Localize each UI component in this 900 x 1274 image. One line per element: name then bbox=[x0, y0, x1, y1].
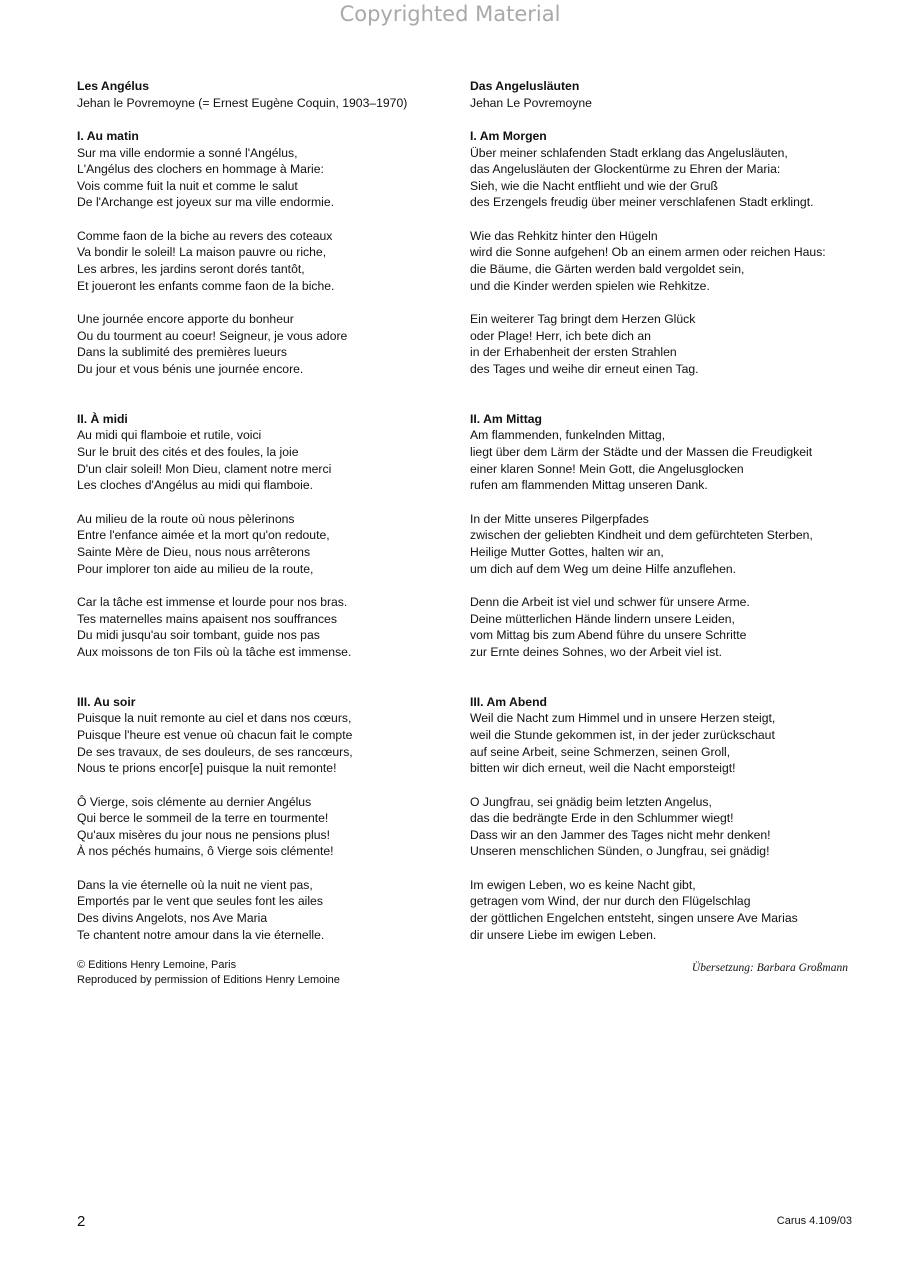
poem-line: Te chantent notre amour dans la vie éternelle. bbox=[77, 927, 325, 942]
poem-line: zwischen der geliebten Kindheit und dem gefürchteten Sterben, bbox=[470, 528, 813, 543]
copyright-line-1: © Editions Henry Lemoine, Paris bbox=[77, 959, 237, 971]
poem-line: Ou du tourment au coeur! Seigneur, je vous adore bbox=[77, 328, 348, 343]
spacer bbox=[77, 294, 457, 311]
poem-line: Nous te prions encor[e] puisque la nuit remonte! bbox=[77, 761, 337, 776]
poem-line: Über meiner schlafenden Stadt erklang das Angelusläuten, bbox=[470, 145, 788, 160]
poem-line: vom Mittag bis zum Abend führe du unsere Schritte bbox=[470, 628, 747, 643]
spacer bbox=[470, 394, 865, 411]
spacer bbox=[77, 211, 457, 228]
page-number: 2 bbox=[77, 1213, 86, 1230]
spacer bbox=[470, 294, 865, 311]
poem-author: Jehan Le Povremoyne bbox=[470, 95, 592, 110]
poem-line: dir unsere Liebe im ewigen Leben. bbox=[470, 927, 657, 942]
poem-line: Une journée encore apporte du bonheur bbox=[77, 311, 294, 326]
section-heading: I. Au matin bbox=[77, 128, 139, 143]
poem-line: zur Ernte deines Sohnes, wo der Arbeit viel ist. bbox=[470, 644, 723, 659]
poem-line: und die Kinder werden spielen wie Rehkitze. bbox=[470, 278, 710, 293]
section-heading: III. Au soir bbox=[77, 694, 136, 709]
section-heading: II. Am Mittag bbox=[470, 411, 542, 426]
poem-line: der göttlichen Engelchen entsteht, singen unsere Ave Marias bbox=[470, 911, 798, 926]
poem-line: Et joueront les enfants comme faon de la biche. bbox=[77, 278, 335, 293]
poem-line: liegt über dem Lärm der Städte und der Massen die Freudigkeit bbox=[470, 445, 813, 460]
poem-line: D'un clair soleil! Mon Dieu, clament notre merci bbox=[77, 461, 332, 476]
poem-line: Unseren menschlichen Sünden, o Jungfrau, sei gnädig! bbox=[470, 844, 770, 859]
poem-line: oder Plage! Herr, ich bete dich an bbox=[470, 328, 651, 343]
spacer bbox=[77, 394, 457, 411]
poem-line: Deine mütterlichen Hände lindern unsere Leiden, bbox=[470, 611, 735, 626]
poem-line: das Angelusläuten der Glockentürme zu Ehren der Maria: bbox=[470, 162, 781, 177]
poem-line: Au milieu de la route où nous pèlerinons bbox=[77, 511, 295, 526]
poem-line: bitten wir dich erneut, weil die Nacht emporsteigt! bbox=[470, 761, 736, 776]
spacer bbox=[77, 677, 457, 694]
section-heading: III. Am Abend bbox=[470, 694, 547, 709]
poem-line: Les cloches d'Angélus au midi qui flamboie. bbox=[77, 478, 314, 493]
poem-line: weil die Stunde gekommen ist, in der jeder zurückschaut bbox=[470, 727, 775, 742]
poem-line: L'Angélus des clochers en hommage à Marie: bbox=[77, 162, 324, 177]
poem-line: Im ewigen Leben, wo es keine Nacht gibt, bbox=[470, 877, 696, 892]
poem-line: Am flammenden, funkelnden Mittag, bbox=[470, 428, 666, 443]
poem-author: Jehan le Povremoyne (= Ernest Eugène Coquin, 1903–1970) bbox=[77, 95, 408, 110]
spacer bbox=[77, 378, 457, 395]
poem-line: Va bondir le soleil! La maison pauvre ou riche, bbox=[77, 245, 327, 260]
poem-line: Weil die Nacht zum Himmel und in unsere Herzen steigt, bbox=[470, 711, 776, 726]
poem-line: De l'Archange est joyeux sur ma ville endormie. bbox=[77, 195, 335, 210]
poem-line: des Tages und weihe dir erneut einen Tag. bbox=[470, 361, 699, 376]
poem-line: Sainte Mère de Dieu, nous nous arrêterons bbox=[77, 544, 311, 559]
poem-line: Dans la sublimité des premières lueurs bbox=[77, 345, 287, 360]
poem-line: Qu'aux misères du jour nous ne pensions plus! bbox=[77, 827, 330, 842]
poem-line: Ô Vierge, sois clémente au dernier Angélus bbox=[77, 794, 312, 809]
poem-line: O Jungfrau, sei gnädig beim letzten Angelus, bbox=[470, 794, 712, 809]
poem-title: Das Angelusläuten bbox=[470, 79, 580, 93]
poem-line: in der Erhabenheit der ersten Strahlen bbox=[470, 345, 677, 360]
catalog-number: Carus 4.109/03 bbox=[776, 1215, 852, 1227]
poem-line: auf seine Arbeit, seine Schmerzen, seinen Groll, bbox=[470, 744, 731, 759]
poem-line: getragen vom Wind, der nur durch den Flügelschlag bbox=[470, 894, 751, 909]
section-heading: I. Am Morgen bbox=[470, 128, 547, 143]
poem-line: Aux moissons de ton Fils où la tâche est immense. bbox=[77, 644, 352, 659]
poem-line: Emportés par le vent que seules font les ailes bbox=[77, 894, 323, 909]
poem-line: Entre l'enfance aimée et la mort qu'on redoute, bbox=[77, 528, 330, 543]
poem-line: wird die Sonne aufgehen! Ob an einem armen oder reichen Haus: bbox=[470, 245, 826, 260]
copyright-line-2: Reproduced by permission of Editions Henry Lemoine bbox=[77, 974, 340, 986]
spacer bbox=[77, 860, 457, 877]
spacer bbox=[77, 577, 457, 594]
poem-line: Tes maternelles mains apaisent nos souffrances bbox=[77, 611, 337, 626]
spacer bbox=[470, 777, 865, 794]
poem-line: um dich auf dem Weg um deine Hilfe anzuflehen. bbox=[470, 561, 737, 576]
poem-line: Puisque la nuit remonte au ciel et dans nos cœurs, bbox=[77, 711, 352, 726]
poem-line: Vois comme fuit la nuit et comme le salut bbox=[77, 178, 298, 193]
poem-line: Qui berce le sommeil de la terre en tourmente! bbox=[77, 811, 329, 826]
poem-line: einer klaren Sonne! Mein Gott, die Angelusglocken bbox=[470, 461, 744, 476]
poem-line: Du midi jusqu'au soir tombant, guide nos pas bbox=[77, 628, 320, 643]
copyright-notice bbox=[77, 958, 340, 988]
poem-line: die Bäume, die Gärten werden bald vergoldet sein, bbox=[470, 262, 745, 277]
spacer bbox=[77, 777, 457, 794]
spacer bbox=[77, 494, 457, 511]
poem-line: In der Mitte unseres Pilgerpfades bbox=[470, 511, 649, 526]
poem-line: Sur ma ville endormie a sonné l'Angélus, bbox=[77, 145, 298, 160]
poem-line: Pour implorer ton aide au milieu de la route, bbox=[77, 561, 314, 576]
poem-line: Comme faon de la biche au revers des coteaux bbox=[77, 228, 333, 243]
spacer bbox=[470, 660, 865, 677]
poem-line: das die bedrängte Erde in den Schlummer wiegt! bbox=[470, 811, 734, 826]
poem-line: De ses travaux, de ses douleurs, de ses rancœurs, bbox=[77, 744, 353, 759]
poem-line: Sieh, wie die Nacht entflieht und wie der Gruß bbox=[470, 178, 718, 193]
spacer bbox=[77, 111, 457, 128]
spacer bbox=[470, 378, 865, 395]
copyright-watermark: Copyrighted Material bbox=[339, 2, 561, 26]
spacer bbox=[470, 860, 865, 877]
poem-line: Dans la vie éternelle où la nuit ne vient pas, bbox=[77, 877, 313, 892]
poem-line: Les arbres, les jardins seront dorés tantôt, bbox=[77, 262, 305, 277]
spacer bbox=[77, 660, 457, 677]
poem-line: des Erzengels freudig über meiner verschlafenen Stadt erklingt. bbox=[470, 195, 814, 210]
poem-line: Car la tâche est immense et lourde pour nos bras. bbox=[77, 594, 348, 609]
poem-title: Les Angélus bbox=[77, 79, 150, 93]
poem-line: Denn die Arbeit ist viel und schwer für unsere Arme. bbox=[470, 594, 750, 609]
french-text-column bbox=[77, 78, 457, 943]
poem-line: Au midi qui flamboie et rutile, voici bbox=[77, 428, 262, 443]
poem-line: Heilige Mutter Gottes, halten wir an, bbox=[470, 544, 664, 559]
poem-line: Des divins Angelots, nos Ave Maria bbox=[77, 911, 268, 926]
poem-line: rufen am flammenden Mittag unseren Dank. bbox=[470, 478, 708, 493]
poem-line: Sur le bruit des cités et des foules, la joie bbox=[77, 445, 299, 460]
poem-line: Ein weiterer Tag bringt dem Herzen Glück bbox=[470, 311, 696, 326]
poem-line: Wie das Rehkitz hinter den Hügeln bbox=[470, 228, 658, 243]
poem-line: Du jour et vous bénis une journée encore. bbox=[77, 361, 304, 376]
spacer bbox=[470, 494, 865, 511]
german-text-column bbox=[470, 78, 865, 943]
translation-credit: Übersetzung: Barbara Großmann bbox=[691, 962, 848, 974]
spacer bbox=[470, 211, 865, 228]
spacer bbox=[470, 677, 865, 694]
poem-line: Dass wir an den Jammer des Tages nicht mehr denken! bbox=[470, 827, 771, 842]
poem-line: À nos péchés humains, ô Vierge sois clémente! bbox=[77, 844, 334, 859]
spacer bbox=[470, 111, 865, 128]
poem-line: Puisque l'heure est venue où chacun fait le compte bbox=[77, 727, 353, 742]
spacer bbox=[470, 577, 865, 594]
section-heading: II. À midi bbox=[77, 411, 128, 426]
